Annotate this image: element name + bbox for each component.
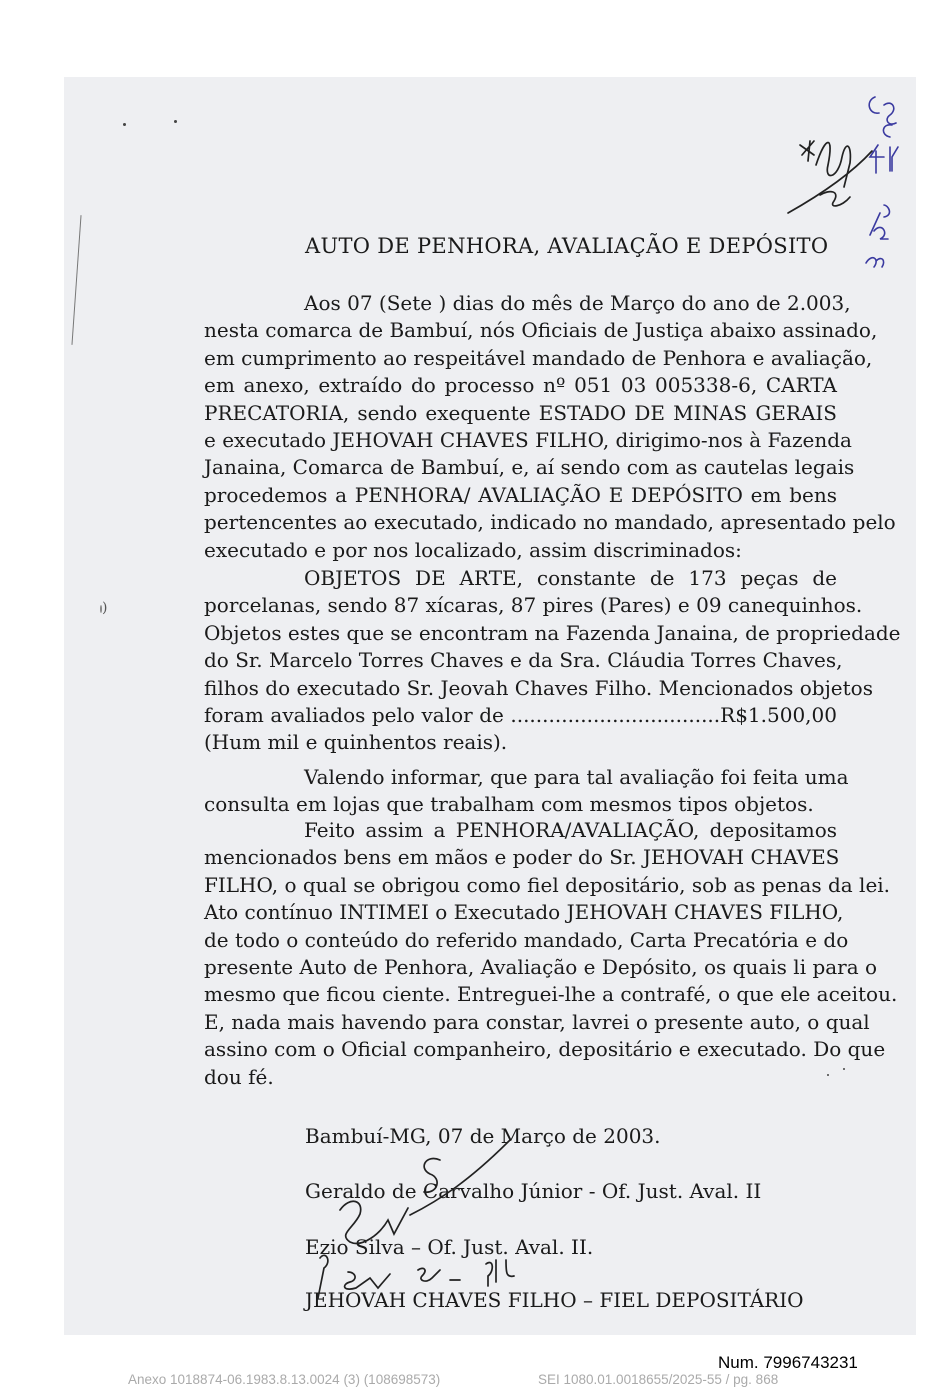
document-number: Num. 7996743231 [718, 1353, 858, 1372]
text-line: (Hum mil e quinhentos reais). [204, 730, 508, 755]
text-line: e executado JEHOVAH CHAVES FILHO, dirigimo-nos à Fazenda [204, 428, 852, 453]
text-line: E, nada mais havendo para constar, lavrei o presente auto, o qual [204, 1009, 870, 1034]
text-line: nesta comarca de Bambuí, nós Oficiais de Justiça abaixo assinado, [204, 318, 878, 343]
margin-handwriting [780, 85, 910, 275]
text-line: foram avaliados pelo valor de .................................R$1.500,00 [204, 703, 837, 728]
signatory-3: JEHOVAH CHAVES FILHO – FIEL DEPOSITÁRIO [305, 1288, 804, 1312]
paragraph-valuation-note [204, 764, 849, 819]
text-line: FILHO, o qual se obrigou como fiel depositário, sob as penas da lei. [204, 872, 891, 897]
text-line: mencionados bens em mãos e poder do Sr. JEHOVAH CHAVES [204, 845, 840, 870]
text-line: PRECATORIA, sendo exequente ESTADO DE MINAS GERAIS [204, 400, 837, 425]
text-line: dou fé. [204, 1064, 274, 1089]
paragraph-opening [204, 290, 896, 564]
text-line: em anexo, extraído do processo nº 051 03 005338-6, CARTA [204, 373, 837, 398]
text-line: de todo o conteúdo do referido mandado, Carta Precatória e do [204, 927, 849, 952]
text-line: do Sr. Marcelo Torres Chaves e da Sra. Cláudia Torres Chaves, [204, 648, 843, 673]
document-title: AUTO DE PENHORA, AVALIAÇÃO E DEPÓSITO [305, 234, 829, 258]
text-line: Aos 07 (Sete ) dias do mês de Março do ano de 2.003, [304, 291, 851, 315]
text-line: Feito assim a PENHORA/AVALIAÇÃO, depositamos [304, 818, 837, 842]
signatory-1: Geraldo de Carvalho Júnior - Of. Just. Aval. II [305, 1179, 762, 1203]
paragraph-objects [204, 565, 901, 757]
text-line: executado e por nos localizado, assim discriminados: [204, 537, 742, 562]
text-line: consulta em lojas que trabalham com mesmos tipos objetos. [204, 792, 814, 817]
signatory-2: Ezio Silva – Of. Just. Aval. II. [305, 1235, 594, 1259]
place-date: Bambuí-MG, 07 de Março de 2003. [305, 1124, 661, 1148]
text-line: presente Auto de Penhora, Avaliação e Depósito, os quais li para o [204, 955, 878, 980]
paragraph-deposit [204, 817, 898, 1091]
text-line: porcelanas, sendo 87 xícaras, 87 pires (Pares) e 09 canequinhos. [204, 593, 863, 618]
text-line: pertencentes ao executado, indicado no mandado, apresentado pelo [204, 510, 896, 535]
text-line: assino com o Oficial companheiro, depositário e executado. Do que [204, 1037, 886, 1062]
text-line: mesmo que ficou ciente. Entreguei-lhe a contrafé, o que ele aceitou. [204, 982, 898, 1007]
text-line: OBJETOS DE ARTE, constante de 173 peças de [304, 566, 837, 590]
annex-reference: Anexo 1018874-06.1983.8.13.0024 (3) (108698573) [128, 1372, 441, 1387]
text-line: Ato contínuo INTIMEI o Executado JEHOVAH CHAVES FILHO, [204, 900, 844, 925]
text-line: Janaina, Comarca de Bambuí, e, aí sendo com as cautelas legais [204, 455, 855, 480]
scan-mark-paren: ) [102, 600, 108, 616]
signature-scribbles [300, 1140, 540, 1300]
text-line: Valendo informar, que para tal avaliação foi feita uma [304, 765, 849, 789]
sei-reference: SEI 1080.01.0018655/2025-55 / pg. 868 [538, 1372, 779, 1387]
text-line: em cumprimento ao respeitável mandado de Penhora e avaliação, [204, 345, 873, 370]
text-line: procedemos a PENHORA/ AVALIAÇÃO E DEPÓSITO em bens [204, 482, 837, 507]
text-line: filhos do executado Sr. Jeovah Chaves Filho. Mencionados objetos [204, 675, 873, 700]
text-line: Objetos estes que se encontram na Fazenda Janaina, de propriedade [204, 620, 901, 645]
